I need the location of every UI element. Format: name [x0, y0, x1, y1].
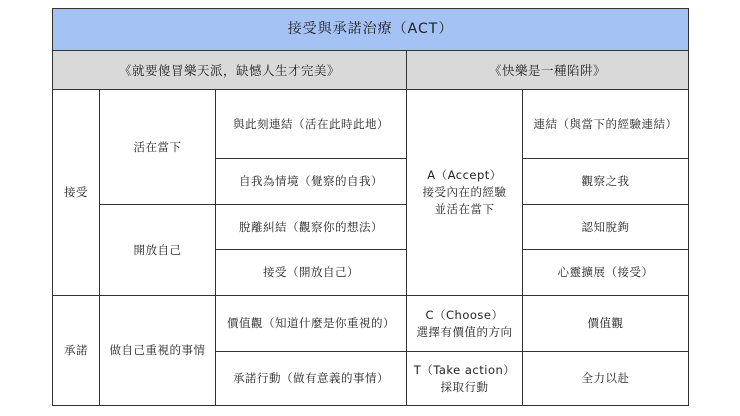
- act-letter-take-action-line1: T（Take action）: [413, 362, 516, 377]
- trap-cell: 心靈擴展（接受）: [523, 250, 689, 296]
- table-row: [53, 205, 689, 250]
- table-row: [53, 90, 689, 159]
- section-label-accept: 接受: [53, 90, 100, 296]
- act-letter-accept-line1: A（Accept）: [427, 168, 502, 182]
- practice-cell: 與此刻連結（活在此時此地）: [216, 90, 407, 159]
- table-title: 接受與承諾治療（ACT）: [53, 9, 689, 51]
- practice-cell: 脫離糾結（觀察你的想法）: [216, 205, 407, 250]
- trap-cell: 價值觀: [523, 296, 689, 352]
- practice-cell: 價值觀（知道什麼是你重視的）: [216, 296, 407, 352]
- trap-cell: 認知脫鉤: [523, 205, 689, 250]
- book-title-right: 《快樂是一種陷阱》: [407, 51, 689, 90]
- group-label-open: 開放自己: [100, 205, 216, 296]
- act-letter-choose: [407, 296, 523, 352]
- act-letter-take-action-line2: 採取行動: [440, 379, 489, 394]
- title-row: [53, 9, 689, 51]
- practice-cell: 接受（開放自己）: [216, 250, 407, 296]
- trap-cell: 觀察之我: [523, 159, 689, 205]
- act-table-container: [52, 8, 688, 406]
- act-comparison-table: [52, 8, 689, 406]
- trap-cell: 全力以赴: [523, 352, 689, 406]
- practice-cell: 自我為情境（覺察的自我）: [216, 159, 407, 205]
- act-letter-choose-line2: 選擇有價值的方向: [416, 324, 513, 339]
- book-title-left: 《就要傻冒樂天派，缺憾人生才完美》: [53, 51, 407, 90]
- group-label-commit: 做自己重視的事情: [100, 296, 216, 406]
- book-header-row: [53, 51, 689, 90]
- act-letter-accept-line3: 並活在當下: [434, 202, 495, 216]
- act-letter-accept-line2: 接受內在的經驗: [422, 185, 507, 199]
- group-label-present: 活在當下: [100, 90, 216, 205]
- table-row: [53, 296, 689, 352]
- practice-cell: 承諾行動（做有意義的事情）: [216, 352, 407, 406]
- trap-cell: 連結（與當下的經驗連結）: [523, 90, 689, 159]
- act-letter-take-action: [407, 352, 523, 406]
- act-letter-accept: [407, 90, 523, 296]
- act-letter-choose-line1: C（Choose）: [425, 307, 504, 322]
- section-label-commit: 承諾: [53, 296, 100, 406]
